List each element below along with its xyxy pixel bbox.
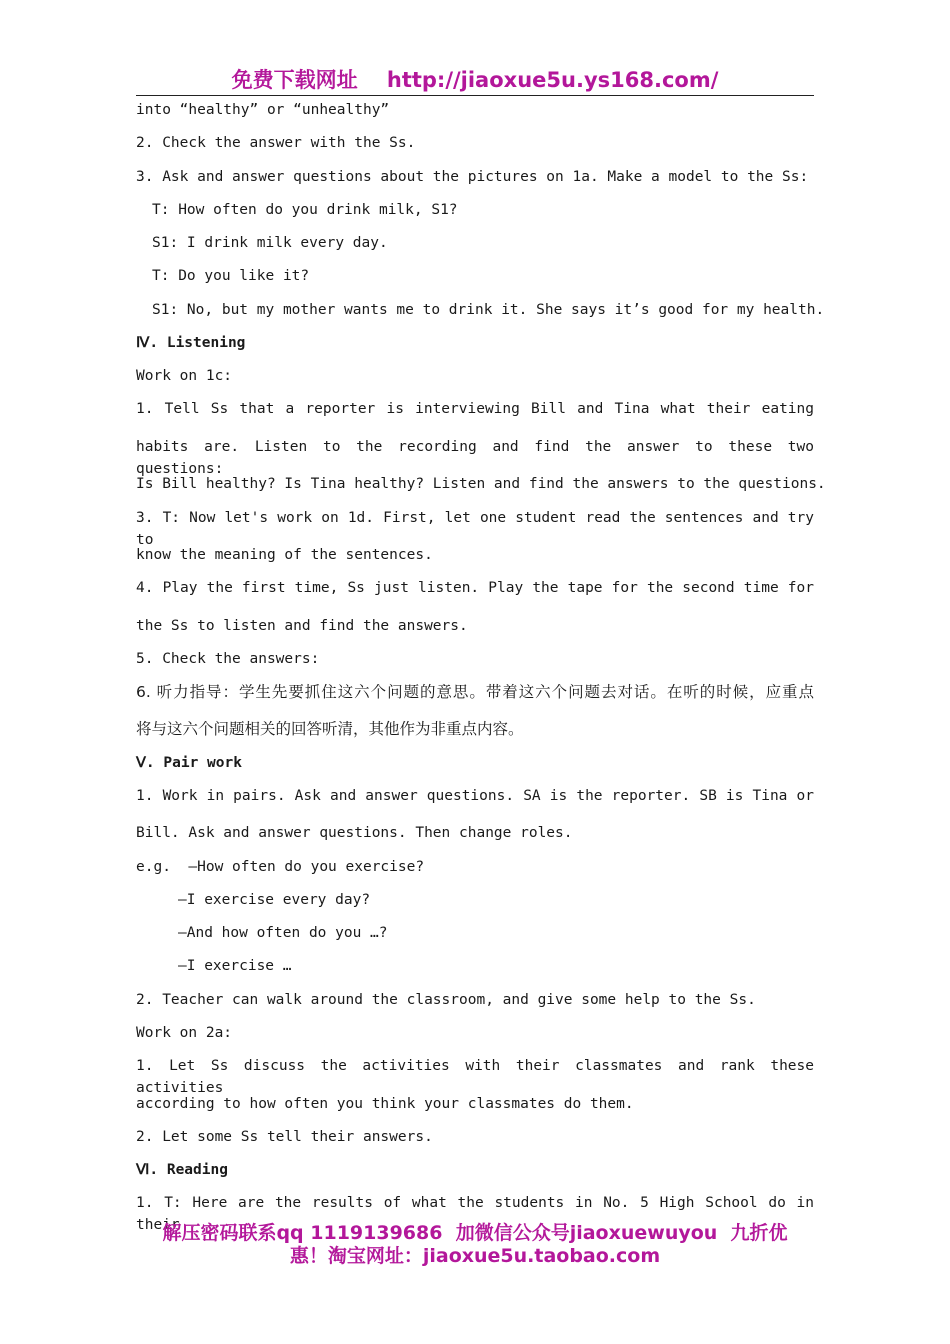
footer-contact-line: 解压密码联系qq 1119139686 加微信公众号jiaoxuewuyou 九折优 xyxy=(162,1222,788,1244)
dialogue-line: —And how often do you …? xyxy=(178,925,388,941)
text-line-chinese: 将与这六个问题相关的回答听清，其他作为非重点内容。 xyxy=(136,720,524,738)
text-line: according to how often you think your classmates do them. xyxy=(136,1096,634,1112)
dialogue-line: —I exercise … xyxy=(178,958,292,974)
dialogue-line: T: How often do you drink milk, S1? xyxy=(152,202,458,218)
section-heading-listening: Ⅳ. Listening xyxy=(136,335,246,351)
text-line: 2. Check the answer with the Ss. xyxy=(136,135,416,151)
text-line: the Ss to listen and find the answers. xyxy=(136,618,468,634)
page-header-url: 免费下载网址 http://jiaoxue5u.ys168.com/ xyxy=(231,68,719,92)
footer-shop-line: 惠！淘宝网址：jiaoxue5u.taobao.com xyxy=(289,1245,661,1267)
text-line: 4. Play the first time, Ss just listen. Play the tape for the second time for xyxy=(136,580,814,596)
dialogue-line: S1: I drink milk every day. xyxy=(152,235,388,251)
text-line: habits are. Listen to the recording and find the answer to these two questions: xyxy=(136,439,814,477)
header-rule xyxy=(136,95,814,96)
text-line: 2. Let some Ss tell their answers. xyxy=(136,1129,433,1145)
text-line: 1. T: Here are the results of what the students in No. 5 High School do in their xyxy=(136,1195,814,1233)
section-heading-reading: Ⅵ. Reading xyxy=(136,1162,228,1178)
section-heading-pair-work: Ⅴ. Pair work xyxy=(136,755,242,771)
text-line: know the meaning of the sentences. xyxy=(136,547,433,563)
text-line: Bill. Ask and answer questions. Then change roles. xyxy=(136,825,573,841)
text-line: 1. Tell Ss that a reporter is interviewing Bill and Tina what their eating xyxy=(136,401,814,417)
text-line: Is Bill healthy? Is Tina healthy? Listen and find the answers to the questions. xyxy=(136,476,826,492)
text-line: 1. Let Ss discuss the activities with their classmates and rank these activities xyxy=(136,1058,814,1096)
text-line: 2. Teacher can walk around the classroom, and give some help to the Ss. xyxy=(136,992,756,1008)
text-line: 3. Ask and answer questions about the pictures on 1a. Make a model to the Ss: xyxy=(136,169,809,185)
text-line: Work on 2a: xyxy=(136,1025,233,1041)
text-line: e.g. —How often do you exercise? xyxy=(136,859,425,875)
text-line: 1. Work in pairs. Ask and answer questions. SA is the reporter. SB is Tina or xyxy=(136,788,814,804)
dialogue-line: T: Do you like it? xyxy=(152,268,310,284)
dialogue-line: S1: No, but my mother wants me to drink it. She says it’s good for my health. xyxy=(152,302,825,318)
text-line: into “healthy” or “unhealthy” xyxy=(136,102,390,118)
dialogue-line: —I exercise every day? xyxy=(178,892,371,908)
text-line: 3. T: Now let's work on 1d. First, let one student read the sentences and try to xyxy=(136,510,814,548)
text-line: Work on 1c: xyxy=(136,368,233,384)
text-line: 5. Check the answers: xyxy=(136,651,320,667)
text-line-chinese: 6. 听力指导：学生先要抓住这六个问题的意思。带着这六个问题去对话。在听的时候，应重点 xyxy=(136,683,814,701)
